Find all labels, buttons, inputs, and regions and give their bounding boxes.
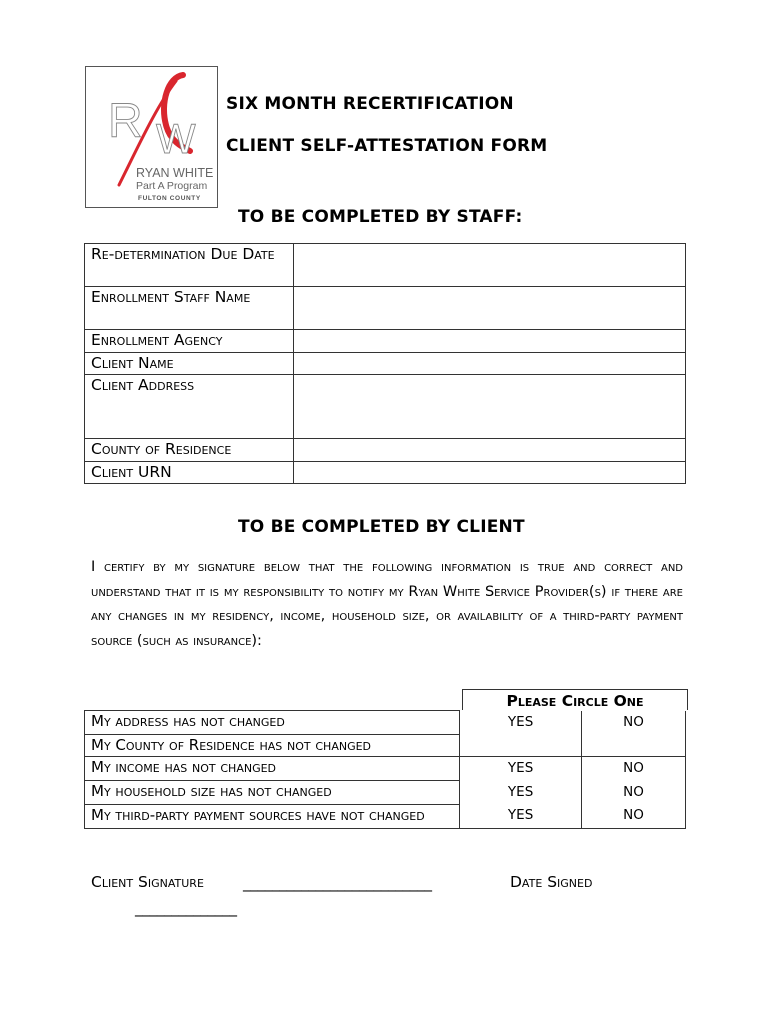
yes-option[interactable]: YES [460, 781, 582, 805]
no-option[interactable]: NO [582, 804, 686, 828]
staff-row-enrollment-staff [85, 287, 686, 330]
redetermination-date-field[interactable] [294, 244, 686, 287]
staff-info-table [84, 243, 686, 484]
enrollment-staff-field[interactable] [294, 287, 686, 330]
attestation-statement: My address has not changed [85, 711, 460, 735]
county-of-residence-field[interactable] [294, 439, 686, 462]
enrollment-agency-label: Enrollment Agency [85, 330, 294, 353]
form-title-line1: SIX MONTH RECERTIFICATION [226, 94, 514, 114]
logo-county: FULTON COUNTY [138, 195, 201, 202]
no-option[interactable]: NO [582, 711, 686, 735]
attestation-statement: My income has not changed [85, 757, 460, 781]
logo-monogram-r: R [108, 95, 143, 148]
client-section-heading: TO BE COMPLETED BY CLIENT [238, 517, 525, 537]
attestation-row [85, 781, 686, 805]
client-address-field[interactable] [294, 375, 686, 439]
form-title-line2: CLIENT SELF-ATTESTATION FORM [226, 136, 548, 156]
staff-row-client-address [85, 375, 686, 439]
logo-monogram-w: W [156, 115, 196, 162]
client-urn-label: Client URN [85, 461, 294, 484]
yes-option[interactable] [460, 734, 582, 757]
date-signed-label: Date Signed [510, 873, 593, 891]
client-address-label: Client Address [85, 375, 294, 439]
logo-name: RYAN WHITE [136, 166, 214, 180]
staff-row-client-name [85, 352, 686, 375]
staff-section-heading: TO BE COMPLETED BY STAFF: [238, 207, 523, 227]
county-of-residence-label: County of Residence [85, 439, 294, 462]
attestation-statement: My household size has not changed [85, 781, 460, 805]
attestation-row [85, 757, 686, 781]
client-attestation-table [84, 710, 686, 829]
redetermination-date-label: Re-determination Due Date [85, 244, 294, 287]
attestation-row [85, 734, 686, 757]
yes-option[interactable]: YES [460, 757, 582, 781]
logo-program: Part A Program [136, 180, 208, 192]
no-option[interactable]: NO [582, 781, 686, 805]
attestation-row [85, 804, 686, 828]
attestation-statement: My third-party payment sources have not changed [85, 804, 460, 828]
yes-option[interactable]: YES [460, 711, 582, 735]
attestation-row [85, 711, 686, 735]
yes-option[interactable]: YES [460, 804, 582, 828]
no-option[interactable]: NO [582, 757, 686, 781]
ryan-white-logo [85, 66, 218, 208]
attestation-statement: My County of Residence has not changed [85, 734, 460, 757]
certification-statement: I certify by my signature below that the following information is true and correct and understand that it is my responsibility to notify my Ryan White Service Provider(s) if there are any changes in my residency, income, household size, or availability of a third-party payment source (such as insurance): [91, 559, 683, 649]
client-name-label: Client Name [85, 352, 294, 375]
client-signature-line[interactable]: __________________________ [243, 874, 432, 892]
staff-row-county [85, 439, 686, 462]
staff-row-redetermination-date [85, 244, 686, 287]
enrollment-agency-field[interactable] [294, 330, 686, 353]
enrollment-staff-label: Enrollment Staff Name [85, 287, 294, 330]
client-urn-field[interactable] [294, 461, 686, 484]
date-signed-line[interactable]: ______________ [135, 899, 237, 917]
staff-row-enrollment-agency [85, 330, 686, 353]
client-name-field[interactable] [294, 352, 686, 375]
client-signature-label: Client Signature [91, 873, 204, 891]
ryan-white-logo-graphic [86, 67, 217, 207]
please-circle-one-header: Please Circle One [462, 689, 688, 710]
staff-row-client-urn [85, 461, 686, 484]
no-option[interactable] [582, 734, 686, 757]
